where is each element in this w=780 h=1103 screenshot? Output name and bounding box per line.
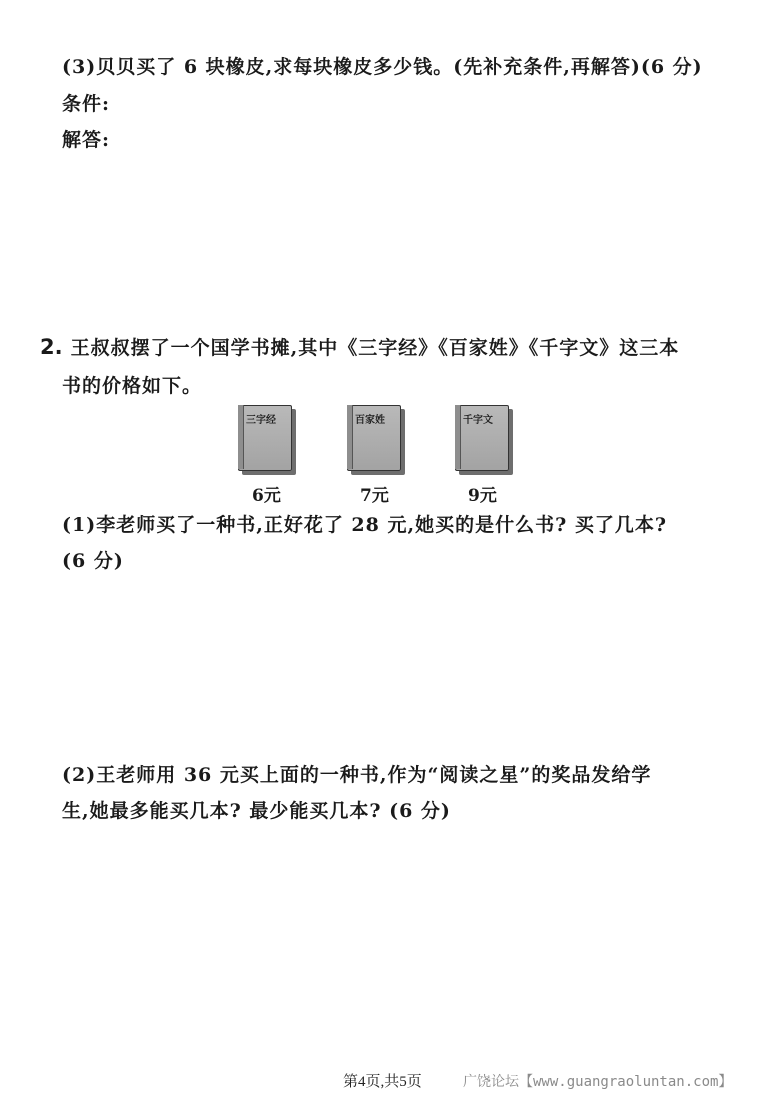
book-price: 9元 bbox=[468, 486, 497, 506]
question-2-number: 2. bbox=[40, 335, 63, 359]
book-title: 三字经 bbox=[246, 415, 276, 426]
question-2-text: 王叔叔摆了一个国学书摊,其中《三字经》《百家姓》《千字文》这三本 bbox=[70, 337, 680, 359]
q2-sub2-line1: (2)王老师用 36 元买上面的一种书,作为“阅读之星”的奖品发给学 bbox=[62, 764, 652, 786]
book-spine bbox=[347, 405, 353, 469]
book-sanzijing bbox=[238, 405, 292, 471]
q2-sub2-line2: 生,她最多能买几本? 最少能买几本? (6 分) bbox=[62, 800, 451, 822]
book-baijiaxing bbox=[347, 405, 401, 471]
book-spine bbox=[455, 405, 461, 469]
part3-question: (3)贝贝买了 6 块橡皮,求每块橡皮多少钱。(先补充条件,再解答)(6 分) bbox=[62, 56, 703, 78]
book-title: 千字文 bbox=[463, 415, 493, 426]
book-title: 百家姓 bbox=[355, 415, 385, 426]
book-prices-figure bbox=[236, 405, 526, 505]
book-spine bbox=[238, 405, 244, 469]
book-price: 7元 bbox=[360, 486, 389, 506]
question-2-line2: 书的价格如下。 bbox=[62, 375, 203, 397]
book-qianziwen bbox=[455, 405, 509, 471]
condition-label: 条件: bbox=[62, 93, 111, 115]
q2-sub1-line1: (1)李老师买了一种书,正好花了 28 元,她买的是什么书? 买了几本? bbox=[62, 514, 667, 536]
page-number: 第4页,共5页 bbox=[343, 1074, 422, 1090]
book-price: 6元 bbox=[252, 486, 281, 506]
question-2-line1 bbox=[40, 333, 679, 360]
q2-sub1-line2: (6 分) bbox=[62, 550, 124, 572]
watermark: 广饶论坛【www.guangraoluntan.com】 bbox=[463, 1074, 733, 1090]
answer-label: 解答: bbox=[62, 129, 111, 151]
